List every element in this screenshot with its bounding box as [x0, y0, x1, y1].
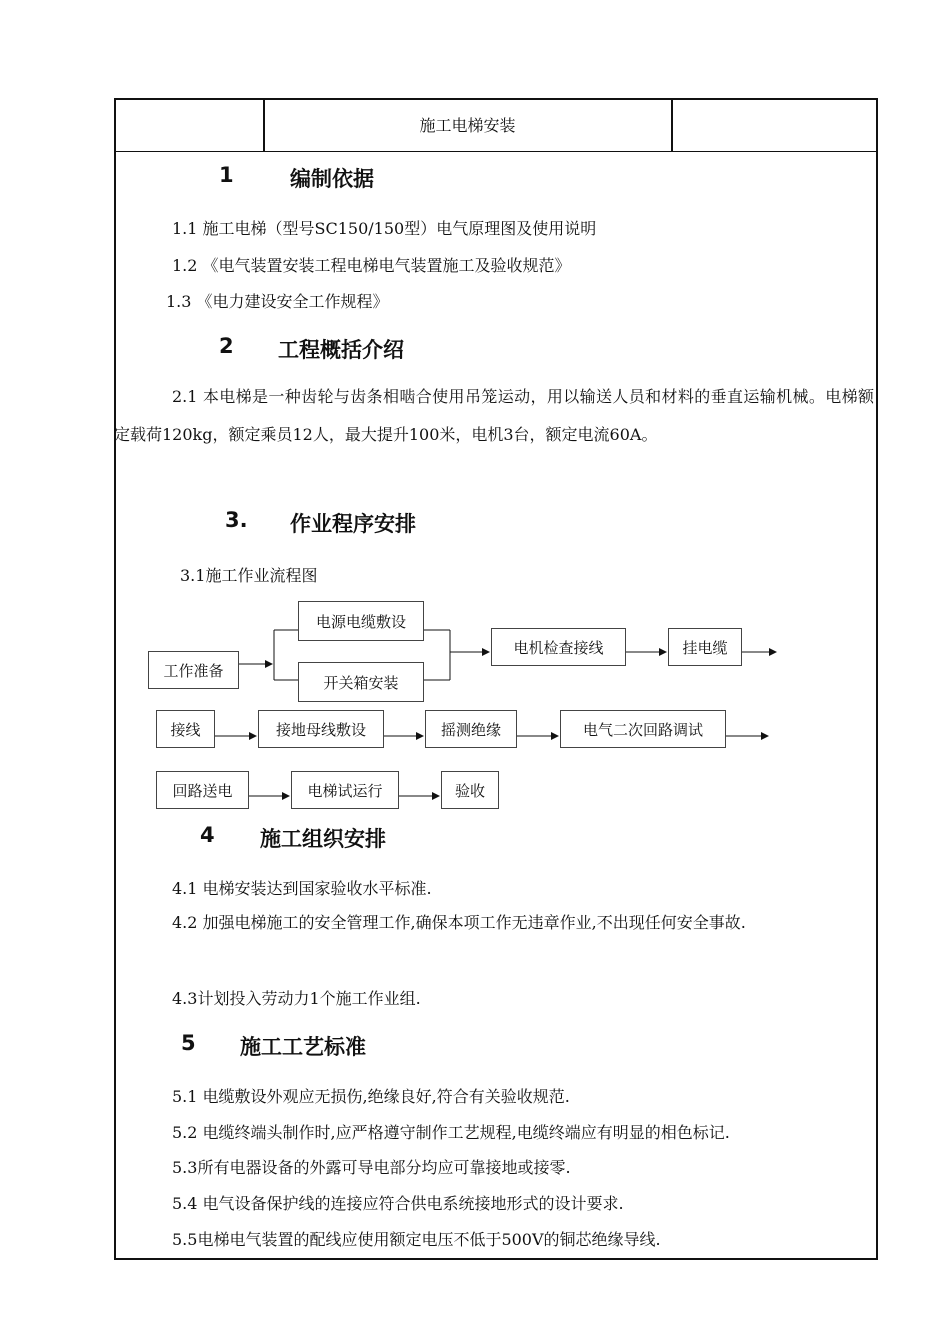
section-5-item-1: 5.1 电缆敷设外观应无损伤,绝缘良好,符合有关验收规范. [172, 1087, 570, 1106]
flow-step-circuit-power-on: 回路送电 [156, 771, 249, 809]
flow-step-switchbox-install: 开关箱安装 [298, 662, 424, 702]
section-4-item-1: 4.1 电梯安装达到国家验收水平标准. [172, 879, 432, 898]
section-5-title: 施工工艺标准 [240, 1035, 366, 1059]
flow-step-power-cable-laying: 电源电缆敷设 [298, 601, 424, 641]
flow-step-elevator-trial-run: 电梯试运行 [291, 771, 399, 809]
section-3-title: 作业程序安排 [290, 512, 416, 536]
flow-step-hang-cable: 挂电缆 [668, 628, 742, 666]
section-1-title: 编制依据 [290, 167, 374, 191]
section-2-title: 工程概括介绍 [278, 338, 404, 362]
section-4-number: 4 [200, 823, 215, 847]
flow-step-work-prep: 工作准备 [148, 651, 239, 689]
flow-step-wiring: 接线 [156, 710, 215, 748]
flow-step-secondary-circuit-debug: 电气二次回路调试 [560, 710, 726, 748]
page-title: 施工电梯安装 [419, 116, 516, 135]
section-1-number: 1 [219, 163, 234, 187]
flow-step-motor-check-wiring: 电机检查接线 [491, 628, 626, 666]
section-5-item-4: 5.4 电气设备保护线的连接应符合供电系统接地形式的设计要求. [172, 1194, 624, 1213]
section-3-number: 3. [225, 508, 248, 532]
flow-step-ground-bus-laying: 接地母线敷设 [258, 710, 384, 748]
flow-step-acceptance: 验收 [441, 771, 499, 809]
flow-step-insulation-test: 摇测绝缘 [425, 710, 517, 748]
section-1-item-3: 1.3 《电力建设安全工作规程》 [166, 292, 389, 311]
section-4-item-3: 4.3计划投入劳动力1个施工作业组. [172, 989, 421, 1008]
section-2-paragraph: 2.1 本电梯是一种齿轮与齿条相啮合使用吊笼运动，用以输送人员和材料的垂直运输机械。电梯额定载荷120kg，额定乘员12人，最大提升100米，电机3台，额定电流60A。 [114, 387, 874, 444]
section-1-item-1: 1.1 施工电梯（型号SC150/150型）电气原理图及使用说明 [172, 219, 597, 238]
section-3-subtitle: 3.1施工作业流程图 [180, 566, 318, 585]
section-2-number: 2 [219, 334, 234, 358]
section-4-title: 施工组织安排 [260, 827, 386, 851]
section-5-item-5: 5.5电梯电气装置的配线应使用额定电压不低于500V的铜芯绝缘导线. [172, 1230, 661, 1249]
section-5-number: 5 [181, 1031, 196, 1055]
section-1-item-2: 1.2 《电气装置安装工程电梯电气装置施工及验收规范》 [172, 256, 571, 275]
section-5-item-3: 5.3所有电器设备的外露可导电部分均应可靠接地或接零. [172, 1158, 571, 1177]
section-5-item-2: 5.2 电缆终端头制作时,应严格遵守制作工艺规程,电缆终端应有明显的相色标记. [172, 1123, 730, 1142]
section-4-item-2: 4.2 加强电梯施工的安全管理工作,确保本项工作无违章作业,不出现任何安全事故. [172, 913, 746, 932]
